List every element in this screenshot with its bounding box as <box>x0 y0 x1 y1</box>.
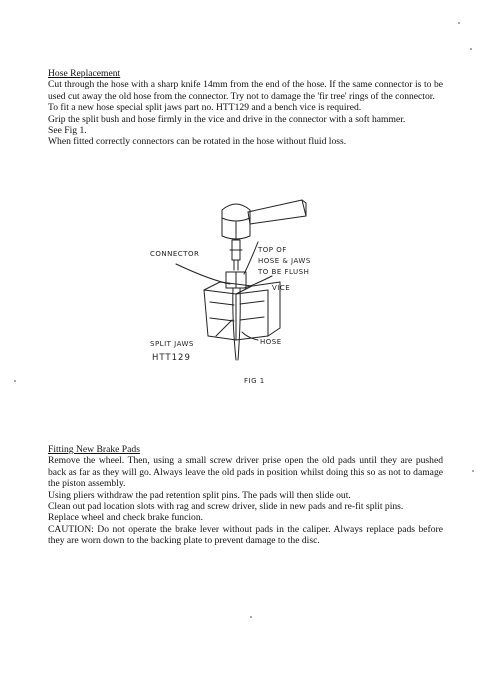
paragraph: When fitted correctly connectors can be rotated in the hose without fluid loss. <box>48 136 347 148</box>
brake-pads-section <box>48 444 443 547</box>
label-connector: CONNECTOR <box>150 250 200 258</box>
scan-speck <box>250 616 252 618</box>
figure-caption: FIG 1 <box>244 377 265 385</box>
hammer-handle <box>248 200 306 224</box>
section-heading: Hose Replacement <box>48 68 121 79</box>
label-hose-jaws: HOSE & JAWS <box>258 257 311 265</box>
paragraph: Remove the wheel. Then, using a small screw driver prise open the old pads until they are pushed back as far as they will go. Always leave the old pads in position whilst doing this so as not to damage the piston assembly. <box>48 455 443 490</box>
label-to-be-flush: TO BE FLUSH <box>258 268 310 276</box>
label-split-jaws: SPLIT JAWS <box>150 340 194 348</box>
label-top-of: TOP OF <box>258 246 287 254</box>
paragraph: Using pliers withdraw the pad retention split pins. The pads will then slide out. <box>48 489 351 501</box>
scan-speck <box>470 48 472 50</box>
scan-speck <box>458 22 460 24</box>
paragraph: Cut through the hose with a sharp knife 14mm from the end of the hose. If the same connector is to be used cut away the old hose from the connector. Try not to damage the 'fir tree' rings of the connector. <box>48 79 443 102</box>
label-part-no: HTT129 <box>152 353 191 363</box>
paragraph: Grip the split bush and hose firmly in the vice and drive in the connector with a soft hammer. <box>48 113 406 125</box>
scan-speck <box>14 380 16 382</box>
fig-1-illustration <box>140 190 370 390</box>
hose-replacement-section <box>48 68 443 148</box>
hose <box>233 288 240 360</box>
paragraph: To fit a new hose special split jaws part no. HTT129 and a bench vice is required. <box>48 102 362 114</box>
paragraph: CAUTION: Do not operate the brake lever without pads in the caliper. Always replace pads before they are worn down to the backing plate to prevent damage to the disc. <box>48 523 443 547</box>
paragraph: Replace wheel and check brake funcion. <box>48 512 204 524</box>
scan-speck <box>472 470 474 472</box>
section-heading: Fitting New Brake Pads <box>48 444 140 455</box>
label-vice: VICE <box>272 284 291 292</box>
label-hose: HOSE <box>260 338 282 346</box>
paragraph: Clean out pad location slots with rag and screw driver, slide in new pads and re-fit split pins. <box>48 501 404 513</box>
paragraph: See Fig 1. <box>48 125 87 137</box>
